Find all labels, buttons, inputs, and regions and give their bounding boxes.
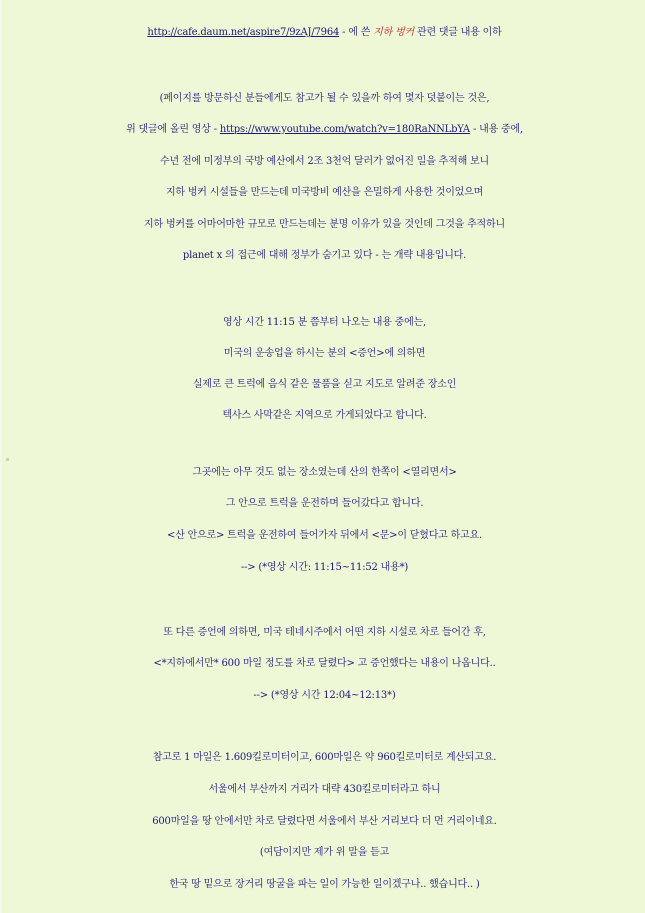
header-line	[2, 23, 645, 43]
para5-line1: 참고로 1 마일은 1.609킬로미터이고, 600마일은 약 960킬로미터로 계산되고요.	[152, 752, 497, 763]
para3-line1: 그곳에는 아무 것도 없는 장소였는데 산의 한쪽이 <열리면서>	[192, 467, 457, 478]
para5-line3: 600마일을 땅 안에서만 차로 달렸다면 서울에서 부산 거리보다 더 먼 거리이네요.	[152, 816, 497, 827]
para2-line2: 미국의 운송업을 하시는 분의 <증언>에 의하면	[223, 348, 426, 359]
margin-dot	[6, 458, 9, 461]
para5-line2: 서울에서 부산까지 거리가 대략 430킬로미터라고 하니	[208, 784, 441, 795]
header-mid: - 에 쓴	[339, 27, 374, 38]
para2-line1: 영상 시간 11:15 분 쯤부터 나오는 내용 중에는,	[222, 317, 426, 328]
highlight-text: 지하 벙커	[373, 27, 414, 38]
para1-line2-pre: 위 댓글에 올린 영상 -	[126, 124, 220, 135]
para1-line4: 지하 벙커 시설들을 만드는데 미국방비 예산을 은밀하게 사용한 것이었으며	[165, 187, 484, 198]
para1-line1: (페이지를 방문하신 분들에게도 참고가 될 수 있을까 하여 몇자 덧붙이는 것은,	[159, 93, 490, 104]
para1-line2-post: - 내용 중에,	[469, 124, 523, 135]
para1-line3: 수년 전에 미정부의 국방 예산에서 2조 3천억 달러가 없어진 일을 추적해 보니	[160, 156, 489, 167]
source-link[interactable]: http://cafe.daum.net/aspire7/9zAJ/7964	[147, 27, 340, 38]
para4-line2: <*지하에서만* 600 마일 정도를 차로 달렸다> 고 증언했다는 내용이 나옵니다..	[153, 658, 496, 669]
para2-line3: 실제로 큰 트럭에 음식 같은 물품을 싣고 지도로 알려준 장소인	[192, 379, 457, 390]
para1-line5: 지하 벙커를 어마어마한 규모로 만드는데는 분명 이유가 있을 것인데 그것을 추적하니	[144, 219, 505, 230]
para4-line3: --> (*영상 시간 12:04~12:13*)	[253, 690, 396, 701]
para3-line2: 그 안으로 트럭을 운전하며 들어갔다고 합니다.	[225, 498, 424, 509]
para1-line6: planet x 의 접근에 대해 정부가 숨기고 있다 - 는 개략 내용입니다.	[182, 250, 467, 261]
para3-line3: <산 안으로> 트럭을 운전하여 들어가자 뒤에서 <문>이 닫혔다고 하고요.	[167, 530, 482, 541]
header-tail: 관련 댓글 내용 이하	[414, 27, 502, 38]
para5-line5: 한국 땅 밑으로 장거리 땅굴을 파는 일이 가능한 일이겠구나.. 했습니다.. )	[169, 879, 480, 890]
para5-line4: (여담이지만 제가 위 말을 듣고	[259, 847, 390, 858]
youtube-link[interactable]: https://www.youtube.com/watch?v=180RaNNLbYA	[219, 124, 470, 135]
para3-line4: --> (*영상 시간: 11:15~11:52 내용*)	[240, 562, 409, 573]
para1-line2	[2, 120, 645, 140]
para2-line4: 텍사스 사막같은 지역으로 가게되었다고 합니다.	[222, 410, 427, 421]
para4-line1: 또 다른 증언에 의하면, 미국 테네시주에서 어떤 지하 시설로 차로 들어간 후,	[163, 627, 486, 638]
